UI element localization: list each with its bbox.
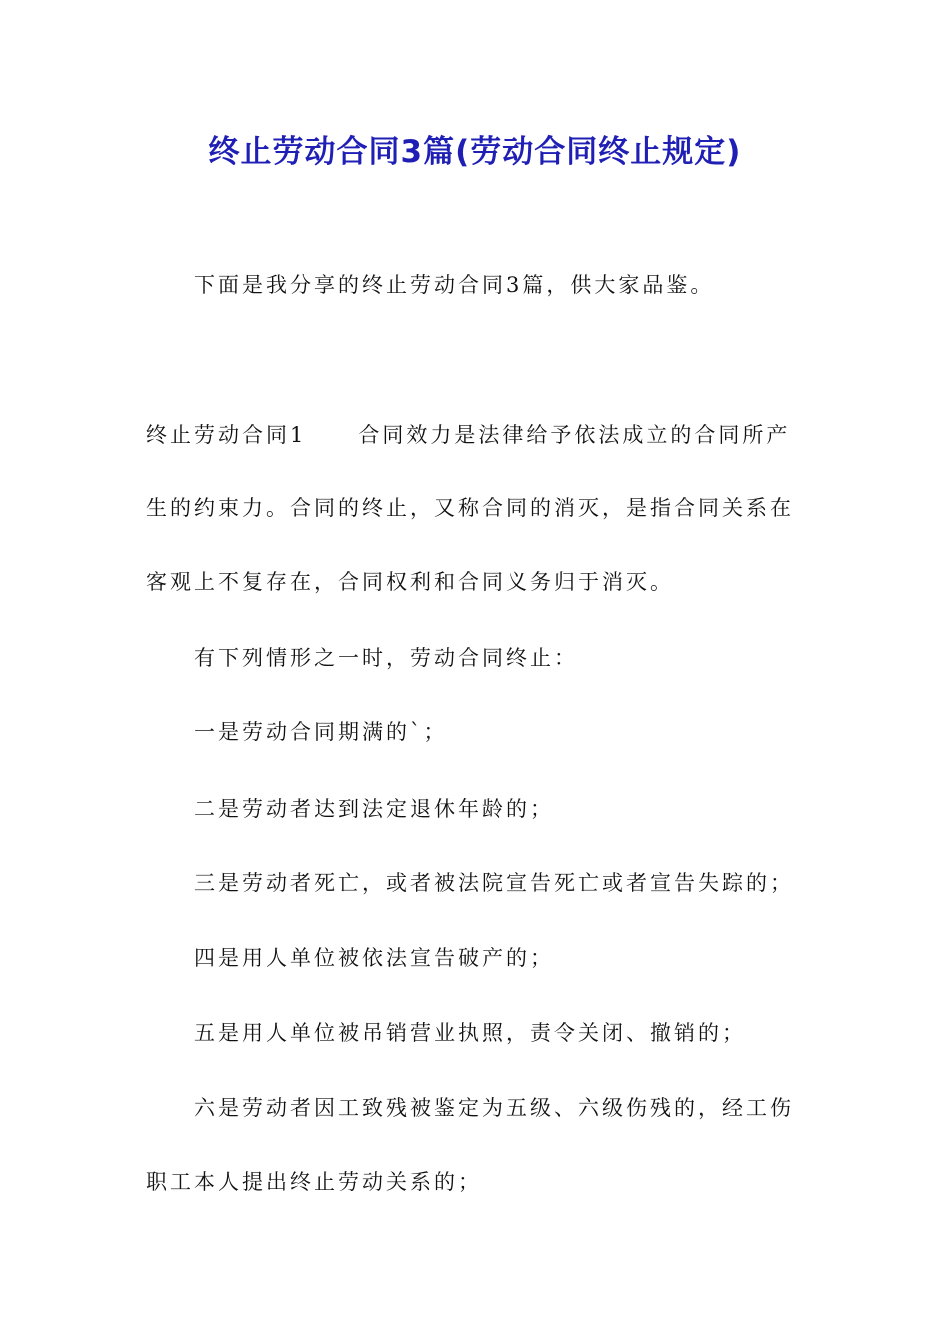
document-title: 终止劳动合同3篇(劳动合同终止规定)	[208, 134, 742, 170]
list-item: 一是劳动合同期满的`；	[194, 720, 448, 744]
list-item: 五是用人单位被吊销营业执照，责令关闭、撤销的；	[194, 1021, 746, 1045]
list-item-continuation: 职工本人提出终止劳动关系的；	[146, 1170, 482, 1194]
list-item: 三是劳动者死亡，或者被法院宣告死亡或者宣告失踪的；	[194, 871, 794, 895]
list-item: 二是劳动者达到法定退休年龄的；	[194, 797, 554, 821]
paragraph-text: 合同效力是法律给予依法成立的合同所产	[358, 423, 791, 447]
paragraph-line: 生的约束力。合同的终止，又称合同的消灭，是指合同关系在	[146, 496, 794, 520]
section-heading: 终止劳动合同1	[146, 423, 307, 447]
list-intro: 有下列情形之一时，劳动合同终止：	[194, 646, 578, 670]
paragraph-line	[146, 420, 826, 450]
intro-paragraph: 下面是我分享的终止劳动合同3篇，供大家品鉴。	[194, 273, 715, 297]
list-item: 四是用人单位被依法宣告破产的；	[194, 946, 554, 970]
list-item: 六是劳动者因工致残被鉴定为五级、六级伤残的，经工伤	[194, 1096, 794, 1120]
paragraph-line: 客观上不复存在，合同权利和合同义务归于消灭。	[146, 570, 674, 594]
